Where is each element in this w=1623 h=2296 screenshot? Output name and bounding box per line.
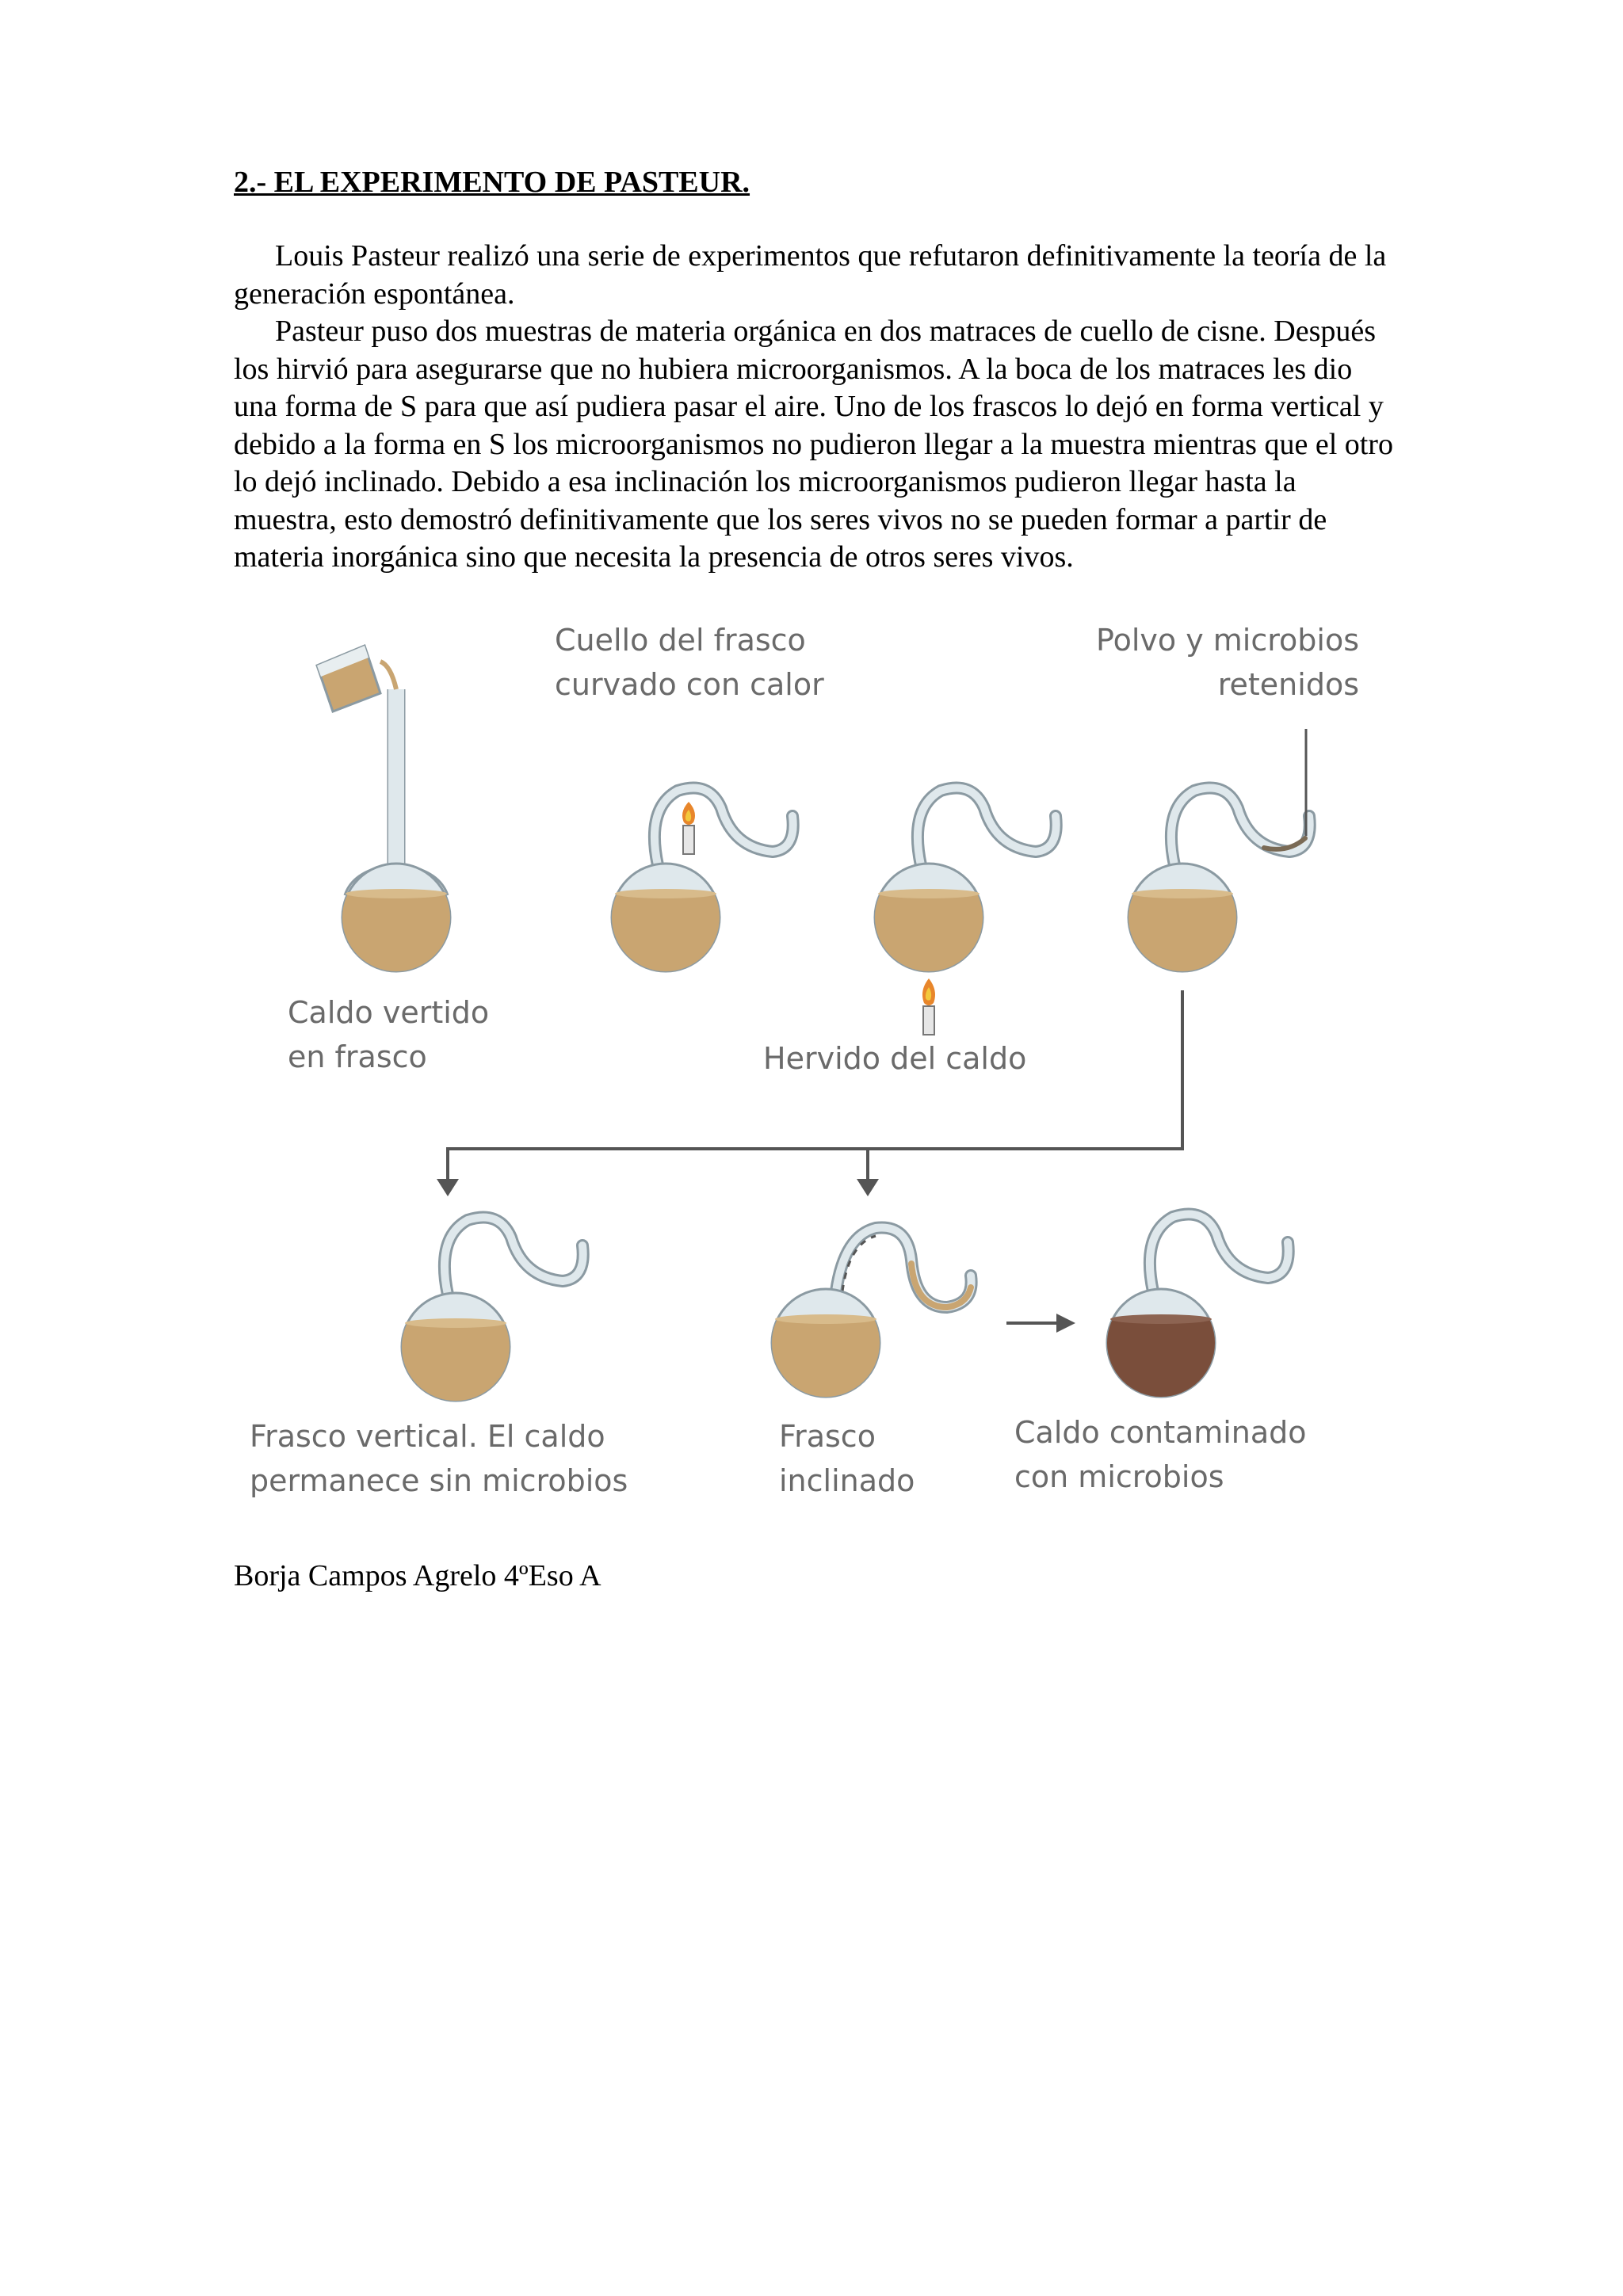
author-signature: Borja Campos Agrelo 4ºEso A bbox=[234, 1559, 601, 1592]
label-vertical-flask: Frasco vertical. El caldo permanece sin microbios bbox=[250, 1419, 628, 1498]
label-tilted-flask: Frasco inclinado bbox=[779, 1419, 915, 1498]
paragraph-intro: Louis Pasteur realizó una serie de experimentos que refutaron definitivamente la teoría de la generación espontánea. bbox=[234, 239, 1387, 311]
label-contaminated: Caldo contaminado con microbios bbox=[1014, 1415, 1307, 1494]
flask-step-boil bbox=[869, 788, 1056, 1035]
flask-step-pour bbox=[317, 646, 456, 981]
burner-flame-icon bbox=[682, 802, 695, 854]
label-broth-poured: Caldo vertido en frasco bbox=[288, 995, 490, 1074]
body-text bbox=[234, 238, 1403, 577]
pasteur-experiment-figure bbox=[234, 618, 1359, 1521]
label-dust-retained: Polvo y microbios retenidos bbox=[1096, 623, 1359, 702]
arrow-down-1 bbox=[437, 1179, 459, 1196]
arrow-right bbox=[1056, 1314, 1075, 1333]
pouring-beaker-icon bbox=[317, 646, 380, 711]
label-broth-boiled: Hervido del caldo bbox=[763, 1041, 1027, 1076]
flask-tilted bbox=[766, 1228, 972, 1407]
flask-contaminated bbox=[1102, 1214, 1289, 1406]
label-neck-curved: Cuello del frasco curvado con calor bbox=[555, 623, 824, 702]
section-title: 2.- EL EXPERIMENTO DE PASTEUR. bbox=[234, 166, 750, 199]
flask-step-curve bbox=[606, 788, 793, 981]
arrow-down-2 bbox=[857, 1179, 879, 1196]
bottom-burner-flame-icon bbox=[922, 978, 935, 1035]
paragraph-experiment: Pasteur puso dos muestras de materia orgánica en dos matraces de cuello de cisne. Después los hirvió para asegurarse que no hubiera microorganismos. A la boca de los matraces les dio una forma de S para que así pudiera pasar el aire. Uno de los frascos lo dejó en forma vertical y debido a la forma en S los microorganismos no pudieron llegar a la muestra mientras que el otro lo dejó inclinado. Debido a esa inclinación los microorganismos pudieron llegar hasta la muestra, esto demostró definitivamente que los seres vivos no se pueden formar a partir de materia inorgánica sino que necesita la presencia de otros seres vivos. bbox=[234, 315, 1393, 574]
flask-step-dust bbox=[1123, 729, 1310, 981]
flask-vertical bbox=[396, 1217, 583, 1410]
